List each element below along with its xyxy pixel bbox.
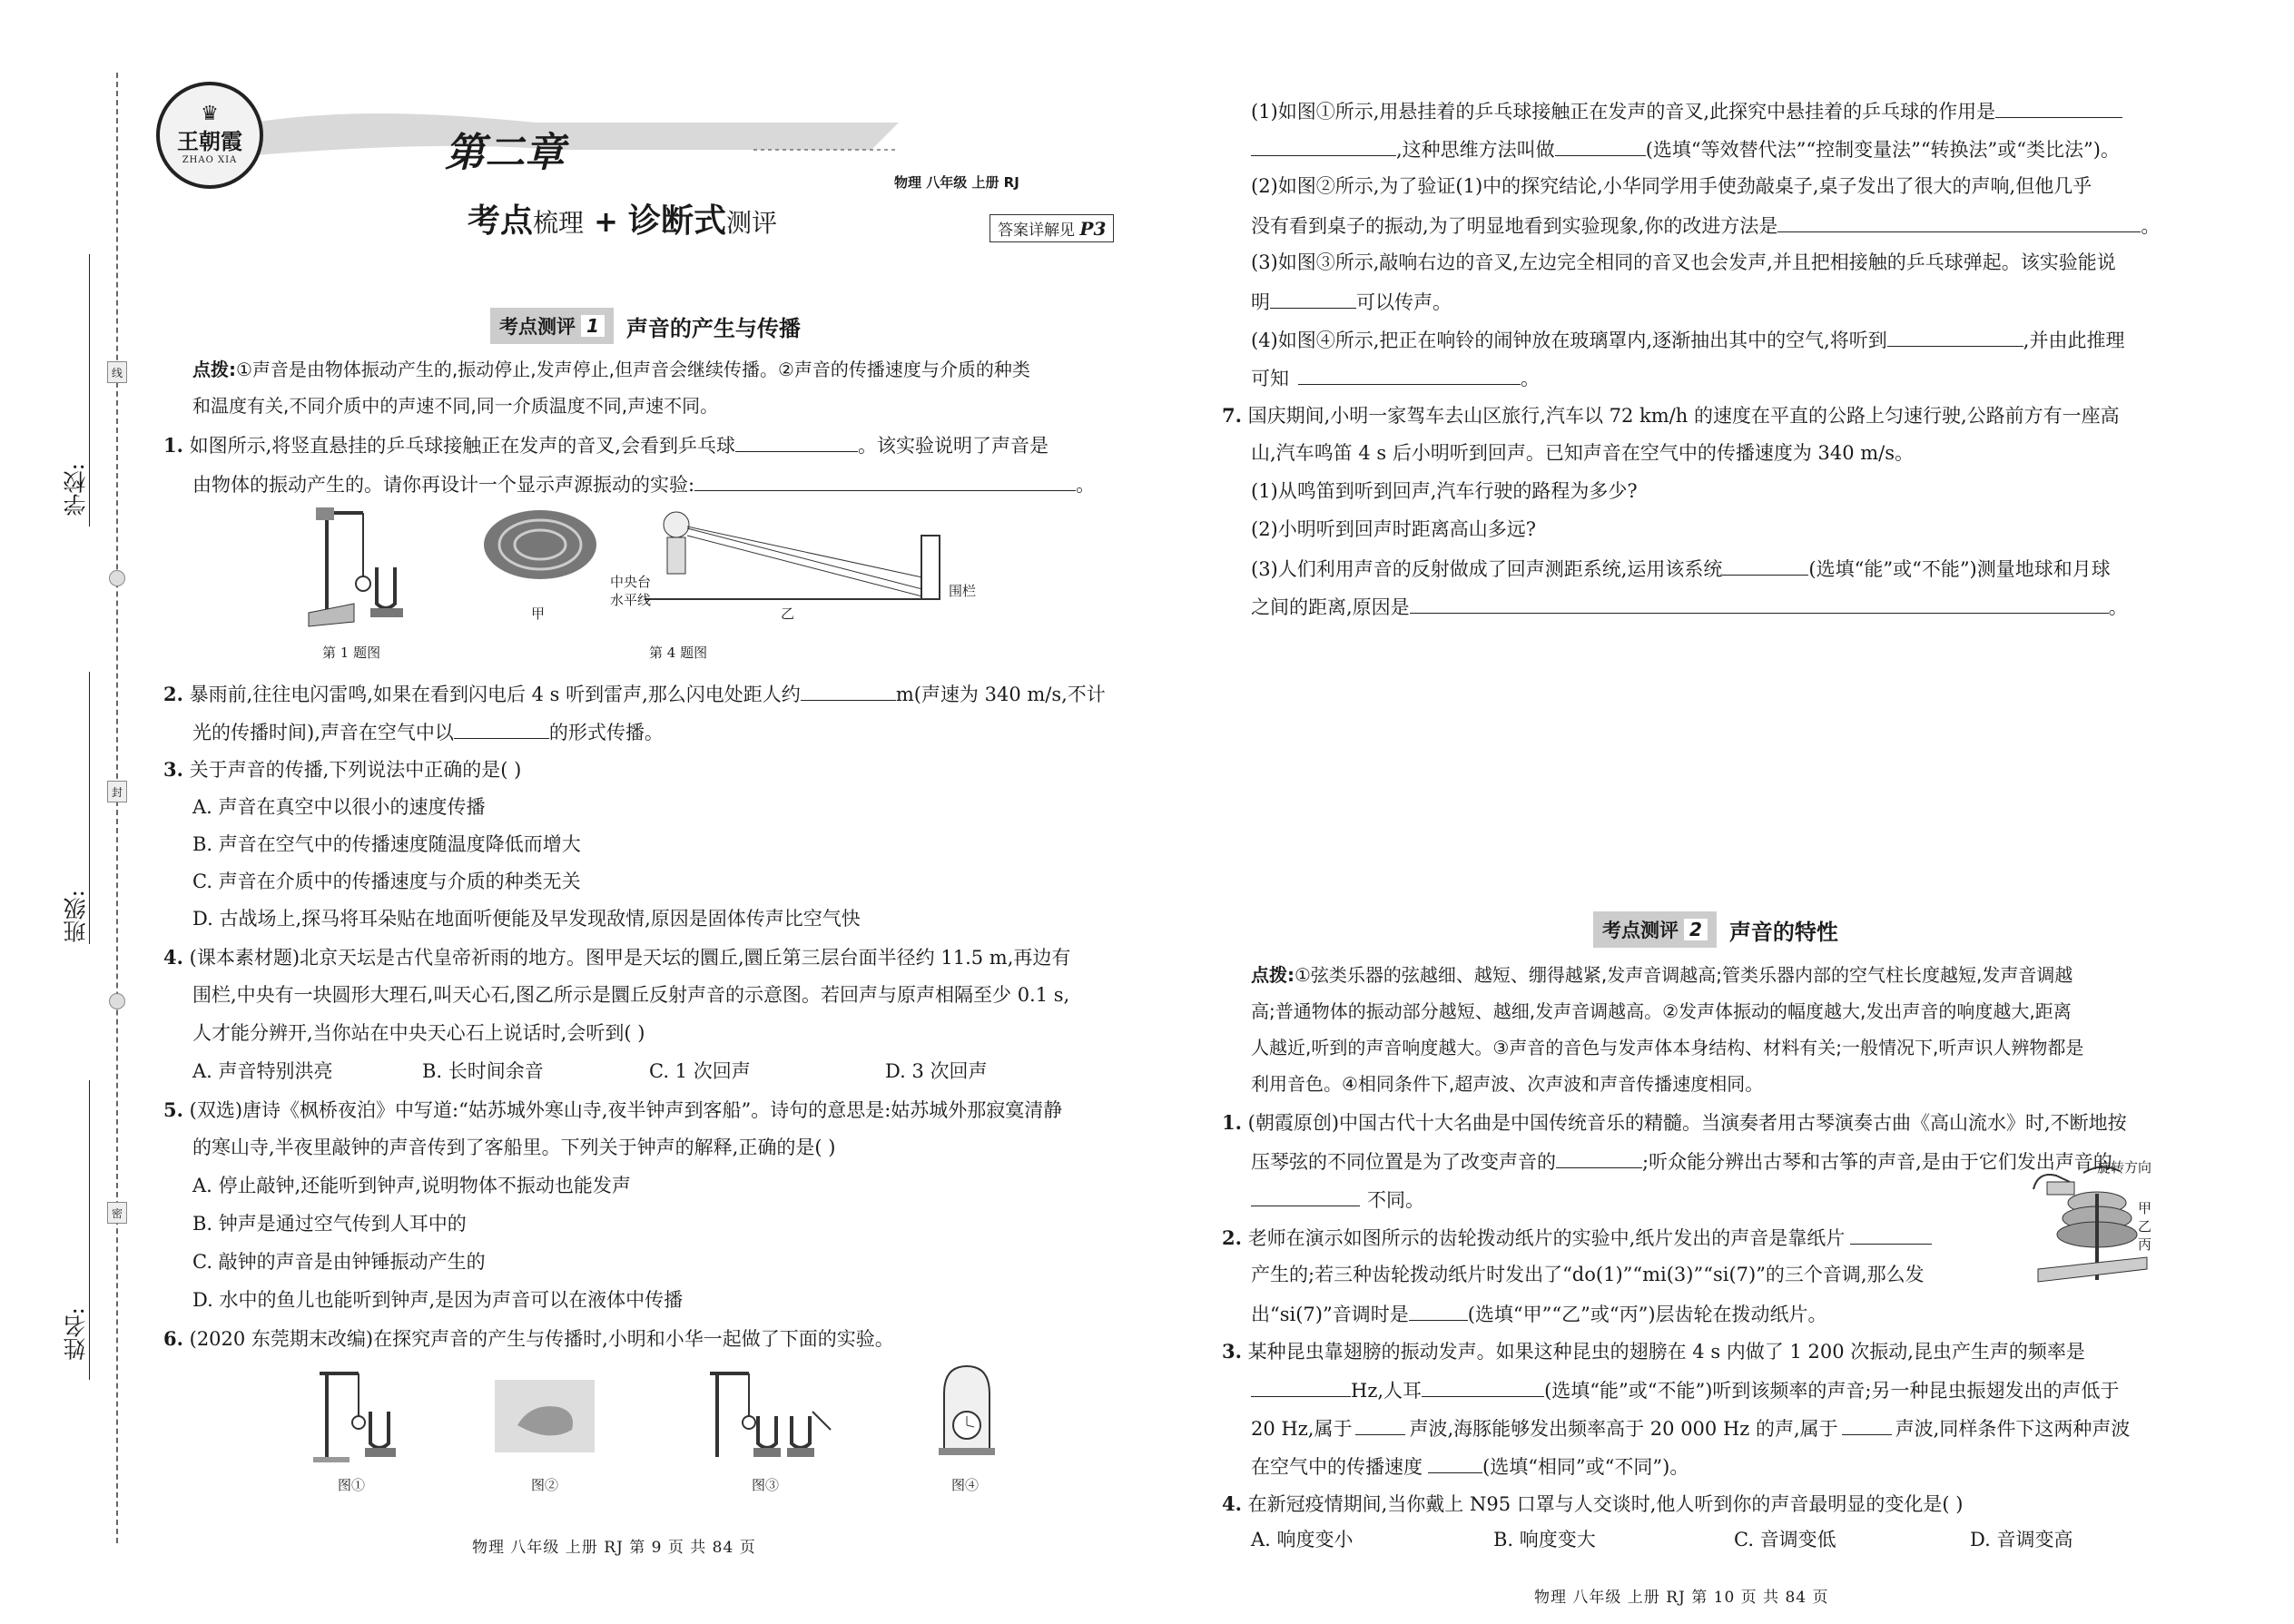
s2q3-text-h: (选填“相同”或“不同”)。 — [1482, 1456, 1689, 1478]
q7-sub-1: (1)从鸣笛到听到回声,汽车行驶的路程为多少? — [1251, 480, 1638, 502]
s2q3-text-a: 某种昆虫靠翅膀的振动发声。如果这种昆虫的翅膀在 4 s 内做了 1 200 次振动,昆虫产生声的频率是 — [1247, 1341, 2085, 1363]
q6-1-text-a: (1)如图①所示,用悬挂着的乒乓球接触正在发声的音叉,此探究中悬挂着的乒乓球的作用是 — [1251, 101, 1996, 123]
q3-text: 关于声音的传播,下列说法中正确的是( ) — [189, 759, 522, 781]
q2-blank-2[interactable] — [454, 722, 549, 739]
gear-label-jia: 甲 — [2138, 1200, 2152, 1216]
subtitle-kaodian: 考点 — [468, 202, 534, 240]
s2q3-blank-5[interactable] — [1428, 1456, 1482, 1473]
q1-text-c: 由物体的振动产生的。请你再设计一个显示声源振动的实验: — [192, 474, 695, 496]
q4-option-c[interactable]: C. 1 次回声 — [649, 1060, 751, 1082]
s2q3-text-e: 声波,海豚能够发出频率高于 20 000 Hz 的声,属于 — [1409, 1418, 1838, 1440]
q7-3-text-b: (选填“能”或“不能”)测量地球和月球 — [1808, 558, 2111, 580]
q7-3-blank-2[interactable] — [1410, 596, 2109, 614]
q6-4-text-c: 可知 — [1251, 368, 1289, 389]
s2q2-blank-1[interactable] — [1850, 1227, 1932, 1245]
q7-3-text-c: 之间的距离,原因是 — [1251, 596, 1410, 618]
right-hint-line-4: 利用音色。④相同条件下,超声波、次声波和声音传播速度相同。 — [1251, 1073, 1764, 1095]
q5-option-d[interactable]: D. 水中的鱼儿也能听到钟声,是因为声音可以在液体中传播 — [192, 1289, 684, 1311]
gear-label-yi: 乙 — [2138, 1218, 2152, 1235]
fig4-label-rail: 围栏 — [949, 583, 977, 599]
q7-3-text-d: 。 — [2108, 596, 2128, 618]
q6-4-text-d: 。 — [1521, 368, 1540, 389]
name-label: 姓名: — [63, 1307, 89, 1361]
fig4-label-level: 水平线 — [610, 592, 652, 608]
s2q1-text-b: 压琴弦的不同位置是为了改变声音的 — [1251, 1151, 1556, 1173]
q6-3-text-b: 明 — [1251, 291, 1270, 313]
s2q1-text-d: 不同。 — [1367, 1189, 1424, 1211]
s2q3-number: 3. — [1222, 1340, 1242, 1363]
chapter-title: 第二章 — [445, 130, 565, 176]
q5-option-c[interactable]: C. 敲钟的声音是由钟锤振动产生的 — [192, 1251, 486, 1273]
s2q2-line-1 — [1222, 1227, 1932, 1248]
s2q1-blank-2[interactable] — [1251, 1189, 1360, 1206]
answer-ref-label: 答案详解见 — [998, 221, 1075, 240]
q6-3-blank[interactable] — [1270, 291, 1356, 309]
hint2-label: 点拨: — [1251, 964, 1295, 986]
class-label: 班级: — [63, 890, 89, 943]
q6-3-text-c: 可以传声。 — [1356, 291, 1452, 313]
gear-label-bing: 丙 — [2138, 1236, 2152, 1253]
s2q4-number: 4. — [1222, 1492, 1242, 1515]
q4-option-b[interactable]: B. 长时间余音 — [422, 1060, 544, 1082]
q1-blank-1[interactable] — [735, 435, 858, 452]
q5-line-1 — [163, 1100, 1062, 1120]
q2-blank-1[interactable] — [801, 684, 896, 701]
s2q3-text-c: (选填“能”或“不能”)听到该频率的声音;另一种昆虫振翅发出的声低于 — [1544, 1380, 2120, 1402]
answer-ref-box — [989, 214, 1114, 242]
q6-1-line-1 — [1251, 101, 2122, 122]
seal-char-2: 封 — [107, 781, 127, 802]
s2q4-stem — [1222, 1494, 1963, 1514]
s2q3-line-4 — [1251, 1456, 1689, 1477]
s2q3-text-b: Hz,人耳 — [1351, 1380, 1423, 1402]
section1-tag — [490, 308, 614, 344]
section2-heading — [1593, 912, 1838, 947]
q6-fig3 — [699, 1366, 835, 1466]
section1-heading — [490, 309, 801, 343]
q6-4-blank-2[interactable] — [1298, 368, 1521, 385]
q4-line-1 — [163, 948, 1070, 968]
q1-line-1 — [163, 435, 1049, 456]
q6-4-text-a: (4)如图④所示,把正在响铃的闹钟放在玻璃罩内,逐渐抽出其中的空气,将听到 — [1251, 330, 1887, 351]
q6-4-text-b: ,并由此推理 — [2023, 330, 2125, 351]
q1-number: 1. — [163, 434, 183, 457]
s2q3-blank-4[interactable] — [1842, 1418, 1892, 1435]
left-hint-line-1 — [192, 360, 1030, 379]
answer-ref-page: P3 — [1079, 218, 1107, 240]
q3-option-c[interactable]: C. 声音在介质中的传播速度与介质的种类无关 — [192, 871, 581, 892]
hint2-text-1: ①弦类乐器的弦越细、越短、绷得越紧,发声音调越高;管类乐器内部的空气柱长度越短,发声音调越 — [1295, 964, 2073, 986]
q2-text-b: m(声速为 340 m/s,不计 — [895, 684, 1106, 705]
fig4-caption: 第 4 题图 — [649, 645, 708, 661]
s2q1-text-a: (朝霞原创)中国古代十大名曲是中国传统音乐的精髓。当演奏者用古琴演奏古曲《高山流水》时,不断地按 — [1247, 1112, 2127, 1134]
q6-2-text-b: 没有看到桌子的振动,为了明显地看到实验现象,你的改进方法是 — [1251, 215, 1778, 237]
s2q3-text-g: 在空气中的传播速度 — [1251, 1456, 1423, 1478]
right-hint-line-3: 人越近,听到的声音响度越大。③声音的音色与发声体本身结构、材料有关;一般情况下,听声识人辨物都是 — [1251, 1037, 2084, 1058]
left-hint-line-2: 和温度有关,不同介质中的声速不同,同一介质温度不同,声速不同。 — [192, 395, 719, 417]
q6-fig4-bell-jar — [935, 1362, 999, 1462]
s2q1-blank-1[interactable] — [1556, 1151, 1642, 1168]
q7-number: 7. — [1222, 404, 1242, 427]
s2q4-text: 在新冠疫情期间,当你戴上 N95 口罩与人交谈时,他人听到你的声音最明显的变化是( ) — [1247, 1493, 1964, 1515]
q6-text: (2020 东莞期末改编)在探究声音的产生与传播时,小明和小华一起做了下面的实验。 — [189, 1328, 894, 1350]
section2-tag-label: 考点测评 — [1602, 920, 1679, 941]
fig4-label-jia: 甲 — [531, 605, 546, 622]
s2q4-option-b[interactable]: B. 响度变大 — [1493, 1529, 1596, 1550]
q1-text-d: 。 — [1076, 474, 1096, 496]
q7-text-a: 国庆期间,小明一家驾车去山区旅行,汽车以 72 km/h 的速度在平直的公路上匀速行驶,公路前方有一座高 — [1247, 405, 2120, 427]
seal-char-3: 密 — [107, 1202, 127, 1224]
crown-icon: ♛ — [201, 103, 219, 125]
q2-text-c: 光的传播时间),声音在空气中以 — [192, 722, 454, 743]
q6-2-line-1: (2)如图②所示,为了验证(1)中的探究结论,小华同学用手使劲敲桌子,桌子发出了很大的声响,但他几乎 — [1251, 175, 2092, 197]
q6-fig1 — [309, 1366, 409, 1466]
s2q2-text-a: 老师在演示如图所示的齿轮拨动纸片的实验中,纸片发出的声音是靠纸片 — [1247, 1227, 1846, 1249]
s2q2-text-d: (选填“甲”“乙”或“丙”)层齿轮在拨动纸片。 — [1467, 1304, 1827, 1325]
section2-tag — [1593, 911, 1717, 948]
s2q1-text-c: ;听众能分辨出古琴和古筝的声音,是由于它们发出声音的 — [1642, 1151, 2112, 1173]
section1-title: 声音的产生与传播 — [625, 315, 801, 341]
dashed-cut-line — [116, 73, 118, 1543]
q3-option-a[interactable]: A. 声音在真空中以很小的速度传播 — [192, 796, 486, 818]
fig4-label-yi: 乙 — [781, 605, 795, 622]
header-subtitle — [468, 195, 777, 241]
q7-3-blank-1[interactable] — [1722, 558, 1808, 576]
q6-2-text-c: 。 — [2141, 215, 2161, 237]
q7-sub-2: (2)小明听到回声时距离高山多远? — [1251, 518, 1537, 540]
q6-fig1-caption: 图① — [338, 1477, 366, 1493]
header-meta: 物理 八年级 上册 RJ — [894, 174, 1019, 191]
s2q2-line-3 — [1251, 1304, 1827, 1324]
q6-fig4-caption: 图④ — [951, 1477, 980, 1493]
dot-icon — [109, 993, 125, 1009]
q2-line-1 — [163, 684, 1106, 704]
q5-text-a: (双选)唐诗《枫桥夜泊》中写道:“姑苏城外寒山寺,夜半钟声到客船”。诗句的意思是:姑苏城外那寂寞清静 — [189, 1099, 1063, 1121]
q5-number: 5. — [163, 1098, 183, 1121]
q2-number: 2. — [163, 683, 183, 705]
s2q1-number: 1. — [1222, 1111, 1242, 1134]
q6-1-blank-2[interactable] — [1251, 139, 1396, 156]
section2-number: 2 — [1684, 919, 1708, 940]
q6-fig3-caption: 图③ — [752, 1477, 780, 1493]
q4-line-2: 围栏,中央有一块圆形大理石,叫天心石,图乙所示是圜丘反射声音的示意图。若回声与原声相隔至少 0.1 s, — [192, 984, 1070, 1006]
s2q3-line-1 — [1222, 1342, 2085, 1362]
s2q3-text-d: 20 Hz,属于 — [1251, 1418, 1353, 1440]
s2q3-blank-3[interactable] — [1355, 1418, 1405, 1435]
s2q2-line-2: 产生的;若三种齿轮拨动纸片时发出了“do(1)”“mi(3)”“si(7)”的三个音调,那么发 — [1251, 1264, 1925, 1285]
fig1-caption: 第 1 题图 — [322, 645, 381, 661]
s2q3-line-3 — [1251, 1418, 2130, 1439]
q6-fig2 — [495, 1380, 595, 1452]
s2q3-text-f: 声波,同样条件下这两种声波 — [1895, 1418, 2131, 1440]
q6-3-line-1: (3)如图③所示,敲响右边的音叉,左边完全相同的音叉也会发声,并且把相接触的乒乓球弹起。该实验能说 — [1251, 251, 2116, 273]
gear-figure — [2029, 1162, 2156, 1298]
q7-sub-3-line-2 — [1251, 596, 2128, 617]
q6-stem — [163, 1329, 894, 1349]
s2q4-option-a[interactable]: A. 响度变小 — [1251, 1529, 1354, 1550]
brand-logo — [156, 82, 263, 189]
s2q1-line-3 — [1251, 1189, 1424, 1210]
left-footer: 物理 八年级 上册 RJ 第 9 页 共 84 页 — [472, 1539, 756, 1557]
brand-sub: ZHAO XIA — [182, 155, 238, 165]
right-hint-line-2: 高;普通物体的振动部分越短、越细,发声音调越高。②发声体振动的幅度越大,发出声音的响度越大,距离 — [1251, 1000, 2072, 1022]
subtitle-zhenduan: 诊断式 — [628, 202, 727, 240]
q5-option-b[interactable]: B. 钟声是通过空气传到人耳中的 — [192, 1213, 467, 1235]
hint-label: 点拨: — [192, 359, 236, 380]
q2-text-d: 的形式传播。 — [548, 722, 664, 743]
fig4-label-center: 中央台 — [610, 574, 652, 590]
q1-blank-2[interactable] — [694, 474, 1076, 491]
s2q3-blank-2[interactable] — [1422, 1380, 1544, 1397]
s2q3-line-2 — [1251, 1380, 2119, 1401]
subtitle-plus: + — [594, 204, 618, 239]
q6-1-text-b: ,这种思维方法叫做 — [1396, 139, 1555, 161]
section2-title: 声音的特性 — [1728, 919, 1838, 945]
q3-option-b[interactable]: B. 声音在空气中的传播速度随温度降低而增大 — [192, 833, 581, 855]
s2q1-line-2 — [1251, 1151, 2112, 1172]
q6-fig2-caption: 图② — [531, 1477, 559, 1493]
s2q2-blank-2[interactable] — [1409, 1304, 1468, 1321]
q4-text-a: (课本素材题)北京天坛是古代皇帝祈雨的地方。图甲是天坛的圜丘,圜丘第三层台面半径约 11.5 m,再边有 — [189, 947, 1071, 969]
q2-text-a: 暴雨前,往往电闪雷鸣,如果在看到闪电后 4 s 听到雷声,那么闪电处距人约 — [189, 684, 801, 705]
q6-1-blank-1[interactable] — [1995, 101, 2122, 118]
right-footer: 物理 八年级 上册 RJ 第 10 页 共 84 页 — [1534, 1589, 1829, 1607]
q3-option-d[interactable]: D. 古战场上,探马将耳朵贴在地面听便能及早发现敌情,原因是固体传声比空气快 — [192, 908, 861, 930]
fig4-temple-diagram — [477, 508, 967, 626]
dot-icon — [109, 570, 125, 586]
gear-direction-label: 旋转方向 — [2097, 1159, 2152, 1176]
binding-margin — [0, 0, 127, 1624]
subtitle-shuli: 梳理 — [533, 208, 585, 238]
q6-1-text-c: (选填“等效替代法”“控制变量法”“转换法”或“类比法”)。 — [1645, 139, 2120, 161]
q5-line-2: 的寒山寺,半夜里敲钟的声音传到了客船里。下列关于钟声的解释,正确的是( ) — [192, 1137, 836, 1158]
q4-option-a[interactable]: A. 声音特别洪亮 — [192, 1060, 333, 1082]
q6-2-blank[interactable] — [1777, 215, 2141, 232]
q3-stem — [163, 760, 521, 780]
q1-text-a: 如图所示,将竖直悬挂的乒乓球接触正在发声的音叉,会看到乒乓球 — [189, 435, 735, 457]
q6-3-line-2 — [1251, 291, 1452, 312]
section1-tag-label: 考点测评 — [499, 316, 576, 338]
q5-option-a[interactable]: A. 停止敲钟,还能听到钟声,说明物体不振动也能发声 — [192, 1175, 631, 1196]
brand-name: 王朝霞 — [177, 128, 242, 154]
q4-number: 4. — [163, 946, 183, 969]
q6-4-line-2 — [1251, 368, 1540, 389]
s2q4-option-d[interactable]: D. 音调变高 — [1970, 1529, 2073, 1550]
subtitle-ceping: 测评 — [726, 208, 778, 238]
seal-char-1: 线 — [107, 361, 127, 383]
q7-line-1 — [1222, 406, 2120, 426]
q6-4-line-1 — [1251, 330, 2124, 350]
q2-line-2 — [192, 722, 664, 743]
school-label: 学校: — [63, 463, 89, 517]
q7-line-2: 山,汽车鸣笛 4 s 后小明听到回声。已知声音在空气中的传播速度为 340 m/s。 — [1251, 442, 1915, 464]
q6-1-blank-3[interactable] — [1555, 139, 1646, 156]
q7-sub-3-line-1 — [1251, 558, 2111, 579]
q6-number: 6. — [163, 1327, 183, 1350]
q7-3-text-a: (3)人们利用声音的反射做成了回声测距系统,运用该系统 — [1251, 558, 1723, 580]
right-hint-line-1 — [1251, 966, 2072, 984]
q1-line-2 — [192, 474, 1095, 495]
fig1-tuning-fork-apparatus — [300, 504, 418, 631]
s2q2-text-c: 出“si(7)”音调时是 — [1251, 1304, 1409, 1325]
section1-number: 1 — [581, 315, 605, 337]
q3-number: 3. — [163, 758, 183, 781]
q6-4-blank-1[interactable] — [1887, 330, 2023, 347]
q1-text-b: 。该实验说明了声音是 — [857, 435, 1049, 457]
s2q4-option-c[interactable]: C. 音调变低 — [1734, 1529, 1836, 1550]
q4-line-3: 人才能分辨开,当你站在中央天心石上说话时,会听到( ) — [192, 1022, 645, 1044]
s2q3-blank-1[interactable] — [1251, 1380, 1351, 1397]
s2q2-number: 2. — [1222, 1226, 1242, 1249]
q6-1-line-2 — [1251, 139, 2120, 160]
q4-option-d[interactable]: D. 3 次回声 — [885, 1060, 988, 1082]
s2q1-line-1 — [1222, 1113, 2127, 1133]
hint-text-1: ①声音是由物体振动产生的,振动停止,发声停止,但声音会继续传播。②声音的传播速度与介质的种类 — [236, 359, 1030, 380]
q6-2-line-2 — [1251, 215, 2160, 236]
